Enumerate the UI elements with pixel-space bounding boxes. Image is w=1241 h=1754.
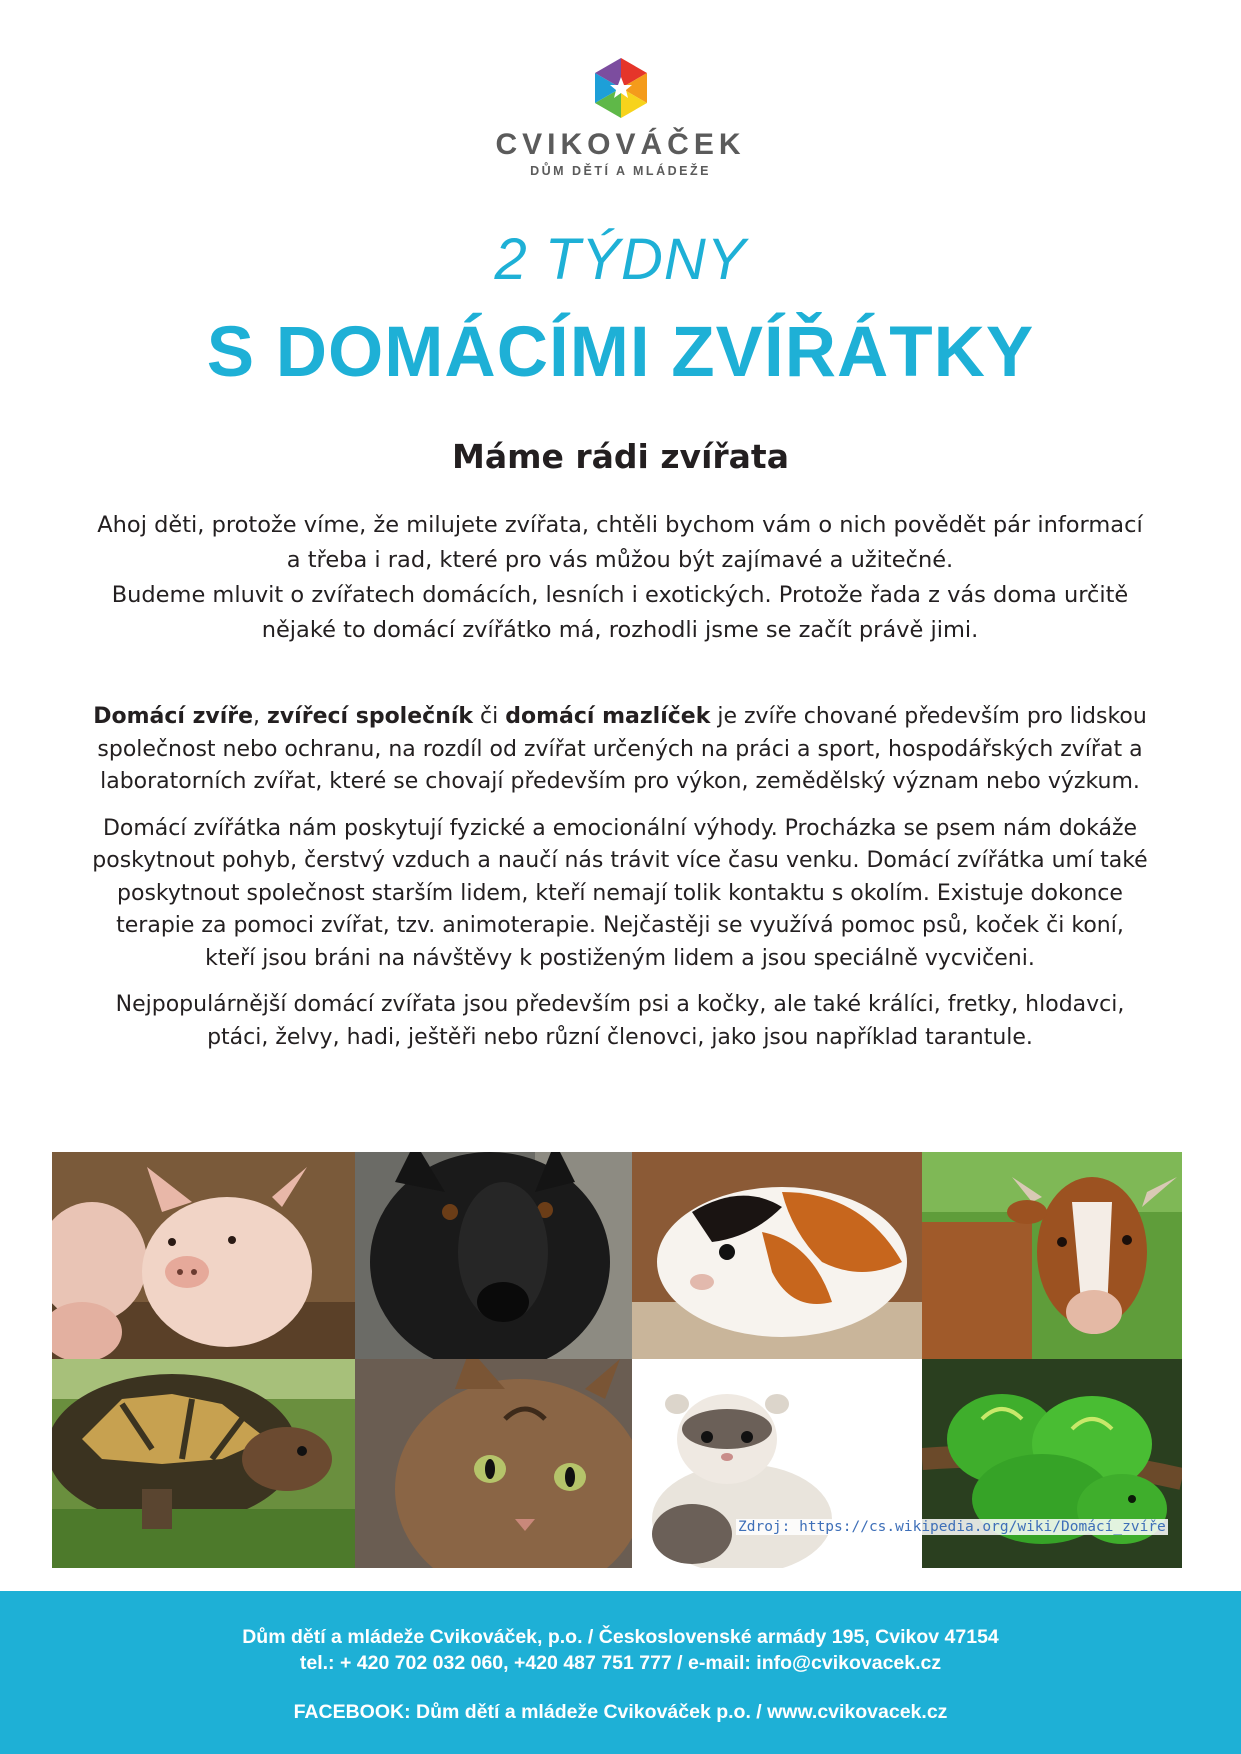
logo-subtitle: DŮM DĚTÍ A MLÁDEŽE — [530, 164, 711, 178]
snake-photo — [922, 1359, 1182, 1568]
tortoise-photo — [52, 1359, 355, 1568]
footer — [0, 1591, 1241, 1754]
article-text — [92, 701, 1148, 1068]
article-paragraph-1-rest: je zvíře chované především pro lidskou společnost nebo ochranu, na rozdíl od zvířat určených na práci a sport, hospodářských zvířat a laboratorních zvířat, které se chovají především pro výkon, zemědělský význam nebo výzkum. — [97, 704, 1147, 794]
intro-text — [95, 508, 1145, 648]
term-domaci-zvire: Domácí zvíře — [93, 704, 254, 729]
logo — [0, 56, 1241, 178]
intro-paragraph-1: Ahoj děti, protože víme, že milujete zvířata, chtěli bychom vám o nich povědět pár informací a třeba i rad, které pro vás můžou být zajímavé a užitečné. — [97, 512, 1143, 573]
separator: či — [473, 704, 506, 729]
term-domaci-mazlicek: domácí mazlíček — [505, 704, 711, 729]
photo-source-link[interactable]: Zdroj: https://cs.wikipedia.org/wiki/Domácí_zvíře — [738, 1519, 1166, 1535]
intro-paragraph-2: Budeme mluvit o zvířatech domácích, lesních i exotických. Protože řada z vás doma určitě nějaké to domácí zvířátko má, rozhodli jsme se začít právě jimi. — [111, 582, 1129, 643]
article-paragraph-1 — [92, 701, 1148, 799]
term-zvireci-spolecnik: zvířecí společník — [267, 704, 474, 729]
cow-photo — [922, 1152, 1182, 1359]
section-heading: Máme rádi zvířata — [452, 437, 789, 476]
dog-photo — [355, 1152, 632, 1359]
logo-star-icon — [589, 56, 653, 120]
logo-name: CVIKOVÁČEK — [495, 128, 746, 161]
title-line-1: 2 TÝDNY — [494, 227, 747, 292]
article-paragraph-2: Domácí zvířátka nám poskytují fyzické a emocionální výhody. Procházka se psem nám dokáže poskytnout pohyb, čerstvý vzduch a naučí nás trávit více času venku. Domácí zvířátka umí také poskytnout společnost starším lidem, kteří nemají tolik kontaktu s okolím. Existuje dokonce terapie za pomoci zvířat, tzv. animoterapie. Nejčastěji se využívá pomoc psů, koček či koní, kteří jsou bráni na návštěvy k postiženým lidem a jsou speciálně vycvičeni. — [92, 815, 1148, 971]
article-paragraph-3: Nejpopulárnější domácí zvířata jsou především psi a kočky, ale také králíci, fretky, hlodavci, ptáci, želvy, hadi, ještěři nebo různí členovci, jako jsou například tarantule. — [115, 992, 1125, 1050]
footer-contact: tel.: + 420 702 032 060, +420 487 751 777 / e-mail: info@cvikovacek.cz — [299, 1652, 942, 1674]
cat-photo — [355, 1359, 632, 1568]
separator: , — [253, 704, 268, 729]
pig-photo — [52, 1152, 355, 1359]
footer-address: Dům dětí a mládeže Cvikováček, p.o. / Československé armády 195, Cvikov 47154 — [242, 1626, 999, 1648]
guinea-pig-photo — [632, 1152, 922, 1359]
animal-photo-grid — [52, 1152, 1182, 1568]
title-line-2: S DOMÁCÍMI ZVÍŘÁTKY — [206, 313, 1035, 392]
ferret-photo — [632, 1359, 922, 1568]
footer-facebook: FACEBOOK: Dům dětí a mládeže Cvikováček p.o. / www.cvikovacek.cz — [293, 1701, 948, 1723]
